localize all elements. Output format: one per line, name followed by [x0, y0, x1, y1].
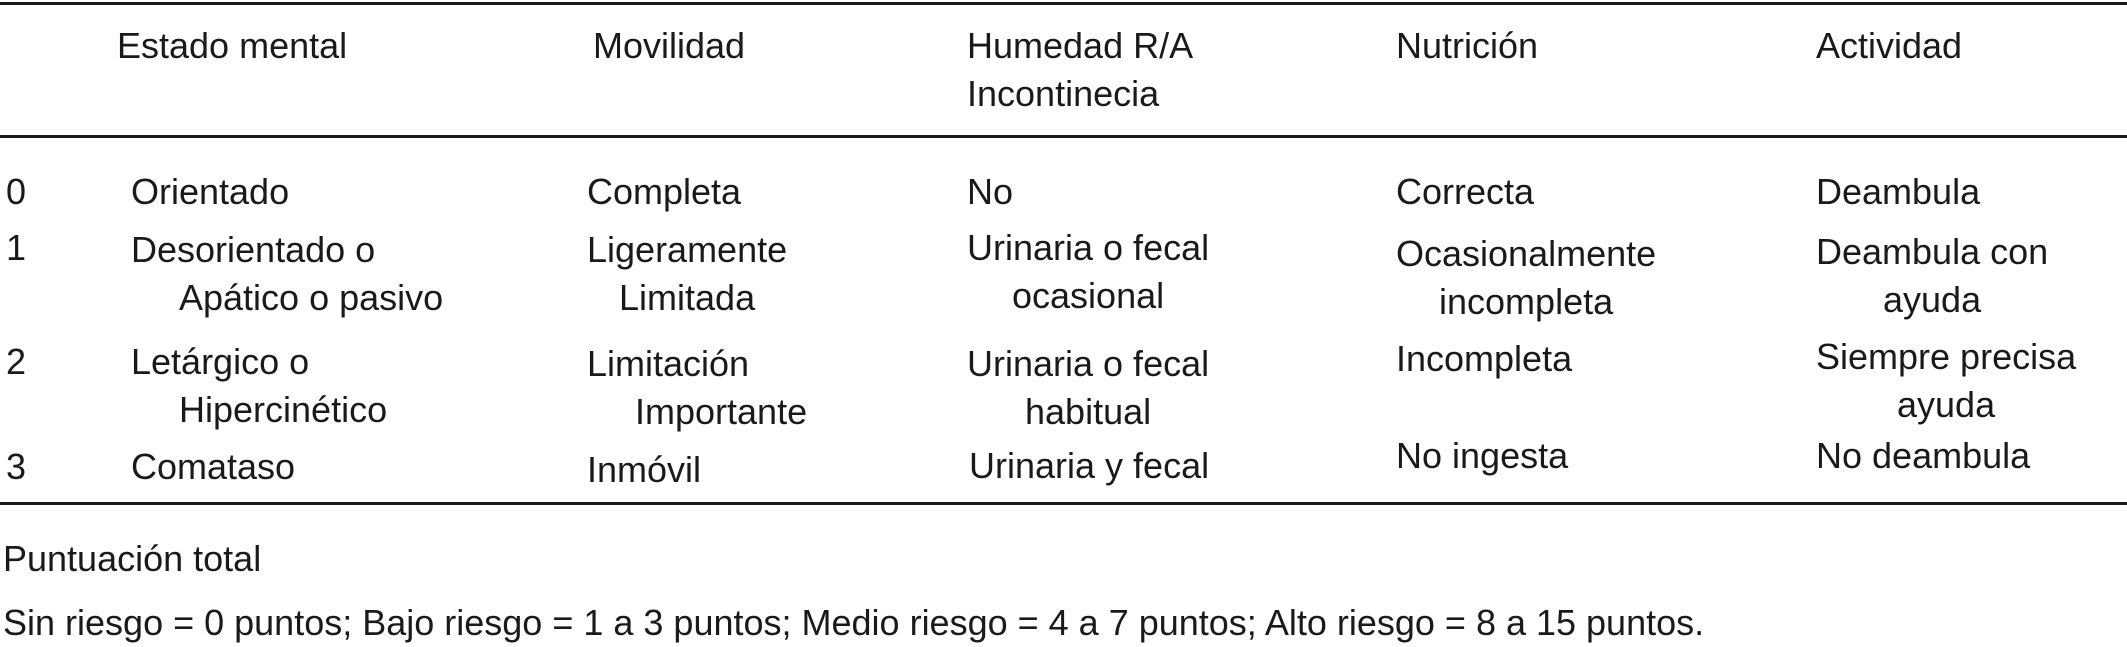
movilidad-line: Ligeramente	[587, 229, 788, 270]
nutricion-cell: Incompleta	[1396, 338, 1573, 379]
nutricion-line: Ocasionalmente	[1396, 233, 1657, 274]
movilidad-line: Limitación	[587, 343, 750, 384]
header-rule	[0, 135, 2127, 138]
risk-legend: Sin riesgo = 0 puntos; Bajo riesgo = 1 a 3 puntos; Medio riesgo = 4 a 7 puntos; Alto riesgo = 8 a 15 puntos.	[3, 602, 1705, 643]
humedad-cell: No	[967, 171, 1014, 212]
actividad-cell	[1816, 228, 2048, 324]
header-estado-mental: Estado mental	[117, 25, 348, 66]
estado-line: Letárgico o	[131, 341, 310, 382]
header-humedad-line1: Humedad R/A	[967, 25, 1194, 66]
actividad-line: ayuda	[1897, 384, 1996, 425]
score-cell: 1	[6, 227, 27, 268]
actividad-cell: No deambula	[1816, 435, 2031, 476]
bottom-rule	[0, 502, 2127, 505]
humedad-cell: Urinaria y fecal	[969, 445, 1210, 486]
humedad-cell	[967, 224, 1209, 320]
estado-cell: Orientado	[131, 171, 290, 212]
humedad-cell	[967, 340, 1209, 436]
top-rule	[0, 2, 2127, 5]
humedad-line: Urinaria o fecal	[967, 343, 1210, 384]
header-movilidad: Movilidad	[593, 25, 746, 66]
header-humedad-line2: Incontinecia	[967, 73, 1160, 114]
actividad-line: Siempre precisa	[1816, 336, 2077, 377]
movilidad-line: Importante	[635, 391, 808, 432]
total-score-label: Puntuación total	[3, 538, 262, 579]
estado-cell: Comataso	[131, 446, 296, 487]
estado-line: Desorientado o	[131, 229, 376, 270]
estado-line: Hipercinético	[179, 389, 388, 430]
movilidad-cell: Completa	[587, 171, 742, 212]
header-humedad	[967, 22, 1193, 118]
movilidad-cell	[587, 340, 807, 436]
header-nutricion: Nutrición	[1396, 25, 1539, 66]
movilidad-cell: Inmóvil	[587, 449, 702, 490]
actividad-cell	[1816, 333, 2076, 429]
estado-cell	[131, 338, 387, 434]
nutricion-cell: No ingesta	[1396, 435, 1569, 476]
nutricion-cell	[1396, 230, 1656, 326]
movilidad-line: Limitada	[619, 277, 756, 318]
score-cell: 2	[6, 341, 27, 382]
estado-line: Apático o pasivo	[179, 277, 444, 318]
humedad-line: ocasional	[1012, 275, 1165, 316]
nutricion-cell: Correcta	[1396, 171, 1535, 212]
movilidad-cell	[587, 226, 787, 322]
humedad-line: habitual	[1025, 391, 1152, 432]
header-actividad: Actividad	[1816, 25, 1963, 66]
actividad-line: Deambula con	[1816, 231, 2049, 272]
score-cell: 3	[6, 446, 27, 487]
nutricion-line: incompleta	[1439, 281, 1614, 322]
score-cell: 0	[6, 171, 27, 212]
humedad-line: Urinaria o fecal	[967, 227, 1210, 268]
estado-cell	[131, 226, 443, 322]
actividad-line: ayuda	[1883, 279, 1982, 320]
actividad-cell: Deambula	[1816, 171, 1981, 212]
